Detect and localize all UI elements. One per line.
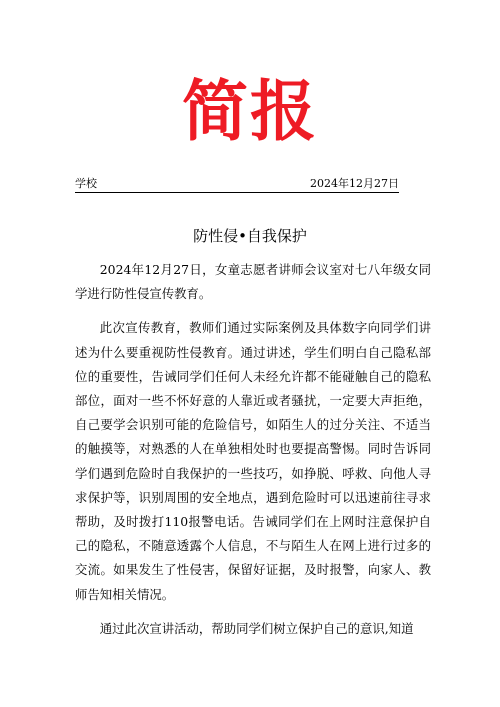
info-line (75, 176, 399, 193)
article-body (75, 258, 431, 641)
issue-date: 2024年12月27日 (310, 177, 399, 190)
article-title: 防性侵•自我保护 (193, 227, 307, 245)
article-paragraph: 通过此次宣讲活动，帮助同学们树立保护自己的意识,知道 (99, 620, 414, 636)
school-label: 学校 (75, 177, 97, 190)
article-paragraph: 2024年12月27日，女童志愿者讲师会议室对七八年级女同学进行防性侵宣传教育。 (75, 262, 431, 302)
bulletin-masthead: 简报 (182, 73, 318, 150)
article-paragraph: 此次宣传教育，教师们通过实际案例及具体数字向同学们讲述为什么要重视防性侵教育。通过讲述，学生们明白自己隐私部位的重要性，告诫同学们任何人未经允许都不能碰触自己的隐私部位，面对一些不怀好意的人靠近或者骚扰，一定要大声拒绝，自己要学会识别可能的危险信号，如陌生人的过分关注、不适当的触摸等，对熟悉的人在单独相处时也要提高警惕。同时告诉同学们遇到危险时自我保护的一些技巧，如挣脱、呼救、向他人寻求保护等，识别周围的安全地点，遇到危险时可以迅速前往寻求帮助，及时拨打110报警电话。告诫同学们在上网时注意保护自己的隐私，不随意透露个人信息，不与陌生人在网上进行过多的交流。如果发生了性侵害，保留好证据，及时报警，向家人、教师告知相关情况。 (75, 320, 431, 602)
